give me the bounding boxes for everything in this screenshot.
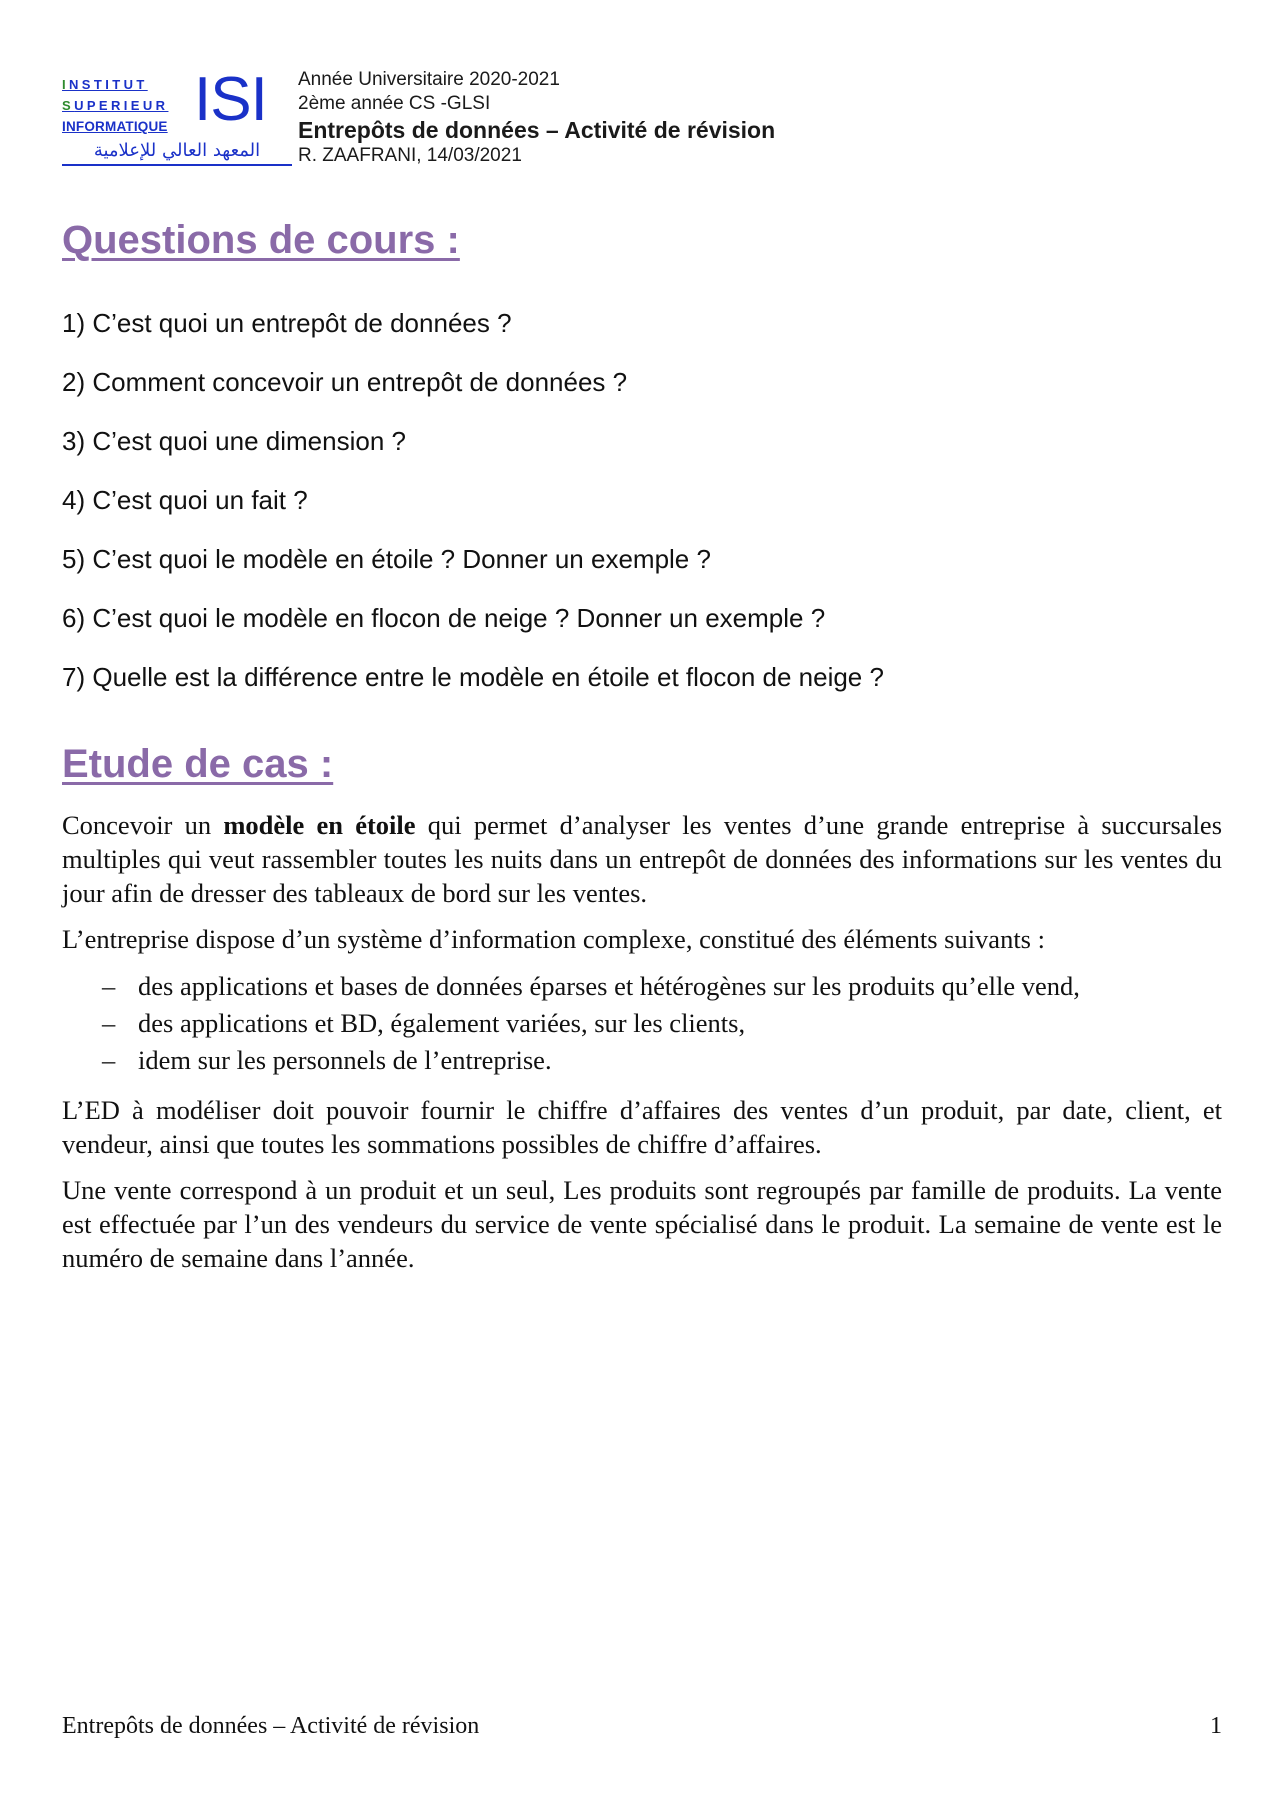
question-item: 4) C’est quoi un fait ? (62, 485, 308, 515)
question-item: 3) C’est quoi une dimension ? (62, 426, 406, 456)
list-dash: – (102, 971, 116, 1001)
class-label: 2ème année CS -GLSI (298, 93, 491, 114)
case-study-heading: Etude de cas : (62, 742, 334, 786)
case-paragraph-3: L’ED à modéliser doit pouvoir fournir le chiffre d’affaires des ventes d’un produit, par date, client, et vendeur, ainsi que toutes les sommations possibles de chiffre d’affaires. (62, 1095, 1222, 1159)
logo-text (62, 74, 182, 137)
case-paragraph-4: Une vente correspond à un produit et un seul, Les produits sont regroupés par famille de produits. La vente est effectuée par l’un des vendeurs du service de vente spécialisé dans le produit. La semaine de vente est le numéro de semaine dans l’année. (62, 1175, 1222, 1273)
list-dash: – (102, 1008, 116, 1038)
author-date: R. ZAAFRANI, 14/03/2021 (298, 145, 522, 166)
case-paragraph-1: Concevoir un modèle en étoile qui permet d’analyser les ventes d’une grande entreprise à succursales multiples qui veut rassembler toutes les nuits dans un entrepôt de données des informations sur les ventes du jour afin de dresser des tableaux de bord sur les ventes. (62, 810, 1223, 908)
question-item: 7) Quelle est la différence entre le modèle en étoile et flocon de neige ? (62, 662, 884, 692)
footer-title: Entrepôts de données – Activité de révision (62, 1713, 480, 1739)
institute-logo (62, 65, 292, 170)
system-components-list (62, 968, 1222, 1079)
list-dash: – (102, 1045, 116, 1075)
logo-mark: ISI (194, 65, 267, 134)
logo-line-superieur: SUPERIEUR (62, 98, 169, 113)
questions-heading: Questions de cours : (62, 218, 460, 262)
list-item: – des applications et BD, également variées, sur les clients, (62, 1005, 1222, 1042)
emphasis-star-model: modèle en étoile (223, 810, 416, 840)
case-paragraph-2: L’entreprise dispose d’un système d’information complexe, constitué des éléments suivants : (62, 924, 1045, 954)
logo-line-institut: INSTITUT (62, 77, 148, 92)
document-title: Entrepôts de données – Activité de révision (298, 117, 776, 143)
question-item: 1) C’est quoi un entrepôt de données ? (62, 308, 512, 338)
questions-list (62, 306, 1222, 719)
case-study-body (62, 808, 1222, 1287)
question-item: 6) C’est quoi le modèle en flocon de neige ? Donner un exemple ? (62, 603, 826, 633)
question-item: 2) Comment concevoir un entrepôt de données ? (62, 367, 628, 397)
document-header (298, 68, 775, 168)
academic-year: Année Universitaire 2020-2021 (298, 69, 560, 90)
list-item: – idem sur les personnels de l’entreprise. (62, 1042, 1222, 1079)
list-item: – des applications et bases de données éparses et hétérogènes sur les produits qu’elle vend, (62, 968, 1222, 1005)
logo-arabic-name: المعهد العالي للإعلامية (62, 138, 292, 166)
page-footer (62, 1711, 1222, 1741)
page-number: 1 (1210, 1713, 1222, 1739)
question-item: 5) C’est quoi le modèle en étoile ? Donner un exemple ? (62, 544, 711, 574)
logo-line-informatique: INFORMATIQUE (62, 119, 168, 134)
